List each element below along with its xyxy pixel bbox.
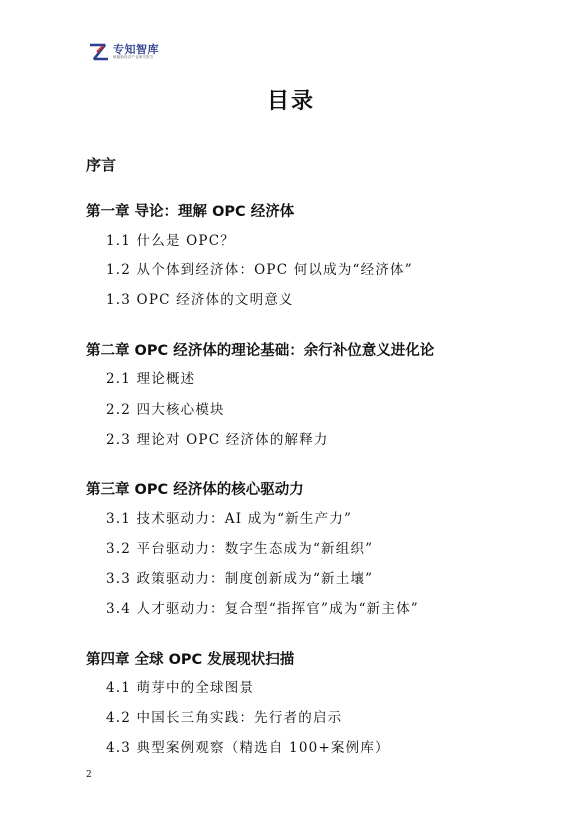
toc-chapter-4: 第四章 全球 OPC 发展现状扫描 bbox=[86, 652, 295, 668]
logo-name: 专知智库 bbox=[113, 43, 159, 57]
toc-section-2-2: 2.2 四大核心模块 bbox=[106, 402, 225, 418]
toc-section-3-1: 3.1 技术驱动力：AI 成为“新生产力” bbox=[106, 511, 353, 527]
toc-section-1-3: 1.3 OPC 经济体的文明意义 bbox=[106, 292, 294, 308]
toc-section-3-2: 3.2 平台驱动力：数字生态成为“新组织” bbox=[106, 541, 374, 557]
toc-section-3-4: 3.4 人才驱动力：复合型“指挥官”成为“新主体” bbox=[106, 601, 419, 617]
toc-section-3-3: 3.3 政策驱动力：制度创新成为“新土壤” bbox=[106, 571, 374, 587]
toc-chapter-1: 第一章 导论：理解 OPC 经济体 bbox=[86, 204, 295, 220]
toc-section-1-1: 1.1 什么是 OPC？ bbox=[106, 233, 235, 249]
logo bbox=[88, 41, 159, 63]
toc-preface: 序言 bbox=[86, 156, 117, 174]
toc-section-4-2: 4.2 中国长三角实践：先行者的启示 bbox=[106, 710, 343, 726]
toc-chapter-3: 第三章 OPC 经济体的核心驱动力 bbox=[86, 482, 304, 498]
toc-section-2-3: 2.3 理论对 OPC 经济体的解释力 bbox=[106, 432, 329, 448]
toc-section-2-1: 2.1 理论概述 bbox=[106, 371, 196, 387]
logo-tagline: 赋能新经济产业研究报告 bbox=[113, 55, 154, 60]
toc-section-4-3: 4.3 典型案例观察（精选自 100+案例库） bbox=[106, 740, 390, 756]
toc-chapter-2: 第二章 OPC 经济体的理论基础：余行补位意义进化论 bbox=[86, 343, 435, 359]
page-number: 2 bbox=[86, 770, 92, 780]
toc-section-1-2: 1.2 从个体到经济体：OPC 何以成为“经济体” bbox=[106, 262, 413, 278]
toc-section-4-1: 4.1 萌芽中的全球图景 bbox=[106, 680, 255, 696]
zhuanzhi-logo-icon bbox=[88, 43, 110, 61]
page-title: 目录 bbox=[266, 89, 315, 114]
